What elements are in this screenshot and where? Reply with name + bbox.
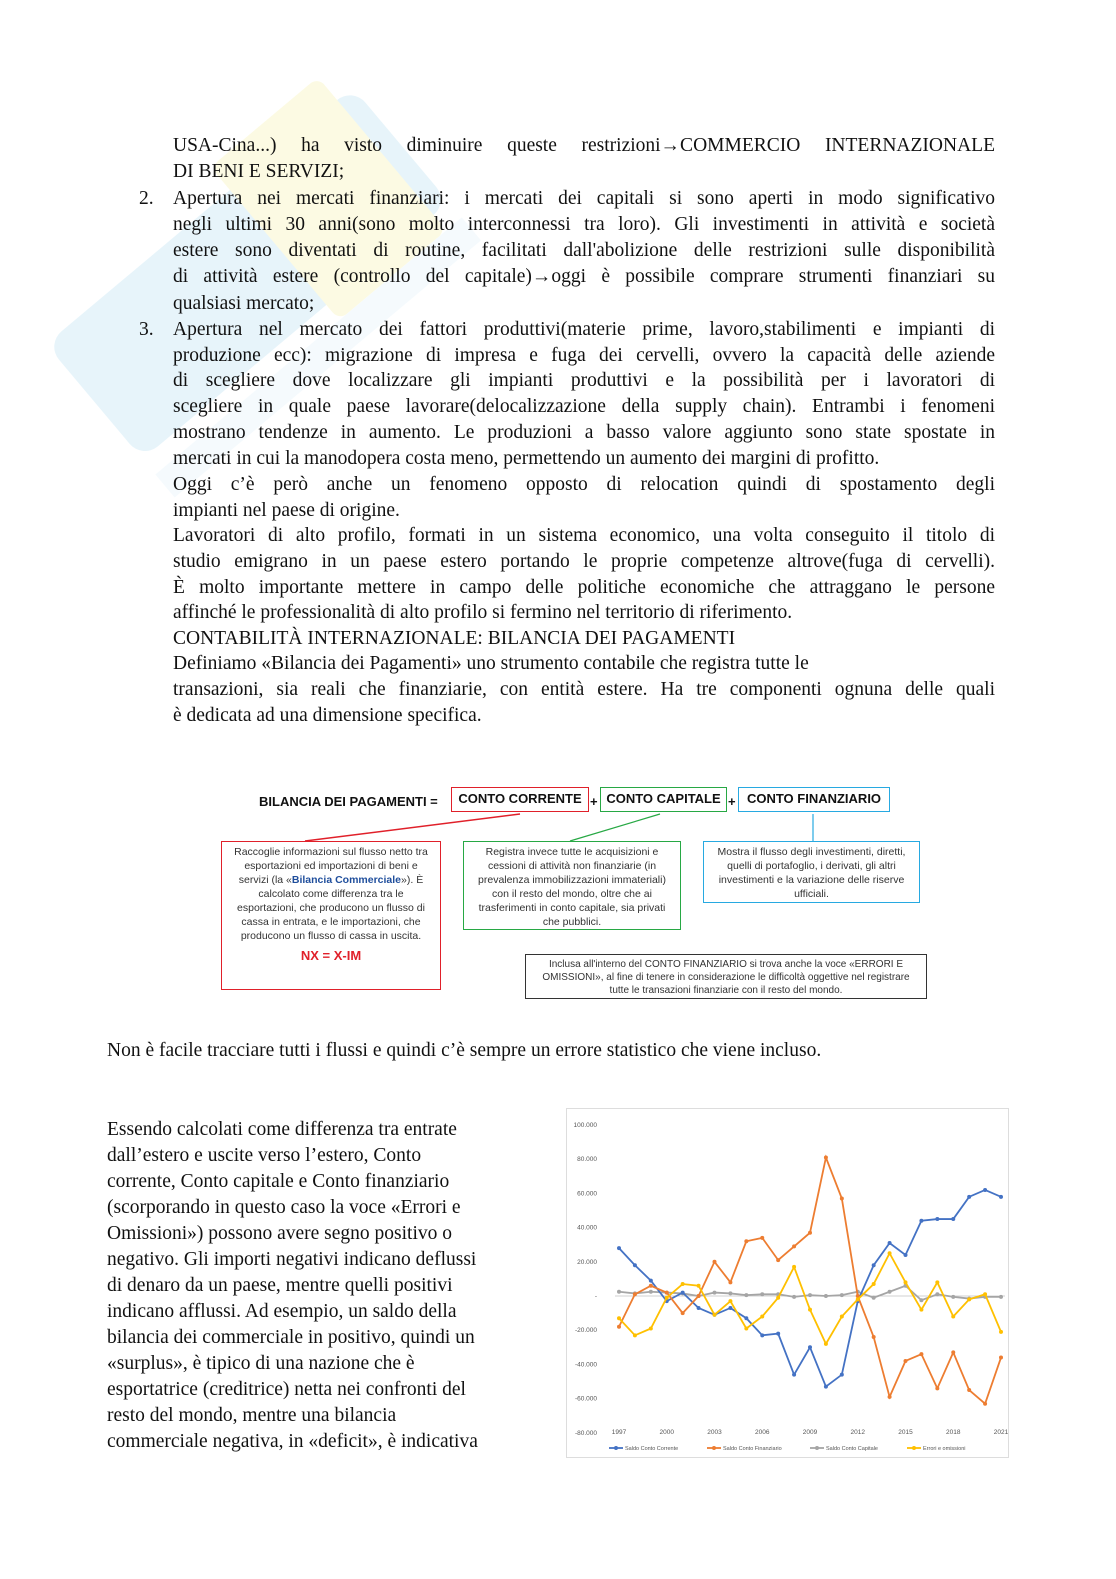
data-point <box>776 1332 780 1336</box>
data-point <box>919 1298 923 1302</box>
list-item-line: mostrano tendenze in aumento. Le produzioni a basso valore aggiunto sono state spostate in <box>173 422 995 443</box>
left-column-line: (scorporando in questo caso la voce «Errori e <box>107 1197 461 1218</box>
data-point <box>824 1342 828 1346</box>
data-point <box>728 1306 732 1310</box>
list-item-line: impianti nel paese di origine. <box>173 500 400 521</box>
left-column-line: bilancia dei commerciale in positivo, quindi un <box>107 1327 475 1348</box>
data-point <box>617 1316 621 1320</box>
data-point <box>728 1291 732 1295</box>
data-point <box>713 1291 717 1295</box>
list-item-line: affinché le professionalità di alto profilo si fermino nel territorio di riferimento. <box>173 602 793 623</box>
y-tick-label: -60.000 <box>574 1395 597 1403</box>
conto-capitale-box: CONTO CAPITALE <box>600 787 727 812</box>
x-tick-label: 2003 <box>707 1429 722 1436</box>
legend-label: Saldo Conto Corrente <box>625 1446 679 1452</box>
data-point <box>617 1325 621 1329</box>
data-point <box>983 1292 987 1296</box>
data-point <box>888 1241 892 1245</box>
list-item-line: transazioni, sia reali che finanziarie, con entità estere. Ha tre componenti ognuna delle quali <box>173 679 995 700</box>
data-point <box>824 1155 828 1159</box>
data-point <box>904 1359 908 1363</box>
data-point <box>808 1231 812 1235</box>
data-point <box>919 1219 923 1223</box>
data-point <box>967 1388 971 1392</box>
list-item-line: Apertura nel mercato dei fattori produttivi(materie prime, lavoro,stabilimenti e impianti di <box>173 319 995 340</box>
data-point <box>919 1308 923 1312</box>
y-tick-label: 40.000 <box>577 1224 597 1232</box>
data-point <box>919 1352 923 1356</box>
data-point <box>967 1297 971 1301</box>
data-point <box>649 1279 653 1283</box>
data-point <box>649 1290 653 1294</box>
data-point <box>824 1294 828 1298</box>
data-point <box>681 1291 685 1295</box>
paragraph-line: DI BENI E SERVIZI; <box>173 161 345 182</box>
y-tick-label: -40.000 <box>574 1361 597 1369</box>
data-point <box>935 1292 939 1296</box>
data-point <box>776 1296 780 1300</box>
data-point <box>808 1308 812 1312</box>
data-point <box>713 1313 717 1317</box>
data-point <box>697 1294 701 1298</box>
legend-marker <box>614 1446 618 1450</box>
y-tick-label: 80.000 <box>577 1156 597 1164</box>
data-point <box>904 1280 908 1284</box>
left-column-line: resto del mondo, mentre una bilancia <box>107 1405 397 1426</box>
x-tick-label: 1997 <box>611 1429 627 1436</box>
note-line: Non è facile tracciare tutti i flussi e quindi c’è sempre un errore statistico che viene incluso. <box>107 1040 822 1061</box>
data-point <box>856 1297 860 1301</box>
data-point <box>967 1195 971 1199</box>
x-tick-label: 2000 <box>659 1429 674 1436</box>
data-point <box>633 1263 637 1267</box>
left-column-line: negativo. Gli importi negativi indicano deflussi <box>107 1249 477 1270</box>
balance-of-payments-chart <box>567 1109 1008 1457</box>
plus-sign: + <box>590 794 598 809</box>
data-point <box>840 1373 844 1377</box>
data-point <box>617 1246 621 1250</box>
conto-finanziario-description: Mostra il flusso degli investimenti, diretti, quelli di portafoglio, i derivati, gli altri investimenti e la variazione delle riserve ufficiali. <box>703 841 920 903</box>
y-tick-label: 60.000 <box>577 1190 597 1198</box>
desc-text: Raccoglie informazioni sul flusso netto tra esportazioni ed importazioni di beni e servizi (la « <box>234 846 428 886</box>
data-point <box>808 1345 812 1349</box>
data-point <box>999 1356 1003 1360</box>
data-point <box>633 1333 637 1337</box>
list-item-line: estere sono diventati di routine, facilitati dall'abolizione delle restrizioni sulle disponibilità <box>173 240 995 261</box>
list-item-line: È molto importante mettere in campo delle politiche economiche che attraggano le persone <box>173 577 995 598</box>
x-tick-label: 2021 <box>993 1429 1008 1436</box>
data-point <box>776 1258 780 1262</box>
nx-formula: NX = X-IM <box>300 948 362 963</box>
list-item-line: scegliere in quale paese lavorare(delocalizzazione della supply chain). Entrambi i fenomeni <box>173 396 995 417</box>
data-point <box>872 1296 876 1300</box>
conto-corrente-box: CONTO CORRENTE <box>451 787 589 812</box>
data-point <box>665 1296 669 1300</box>
chart-frame <box>566 1108 1009 1458</box>
list-number: 2. <box>139 188 154 209</box>
left-column-line: commerciale negativa, in «deficit», è indicativa <box>107 1431 478 1452</box>
data-point <box>951 1350 955 1354</box>
data-point <box>633 1292 637 1296</box>
x-tick-label: 2006 <box>755 1429 770 1436</box>
data-point <box>744 1239 748 1243</box>
data-point <box>999 1195 1003 1199</box>
conto-finanziario-box: CONTO FINANZIARIO <box>738 787 890 812</box>
data-point <box>872 1282 876 1286</box>
left-column-line: «surplus», è tipico di una nazione che è <box>107 1353 415 1374</box>
data-point <box>744 1316 748 1320</box>
data-point <box>728 1299 732 1303</box>
y-tick-label: 20.000 <box>577 1258 597 1266</box>
data-point <box>983 1188 987 1192</box>
data-point <box>935 1280 939 1284</box>
data-point <box>792 1244 796 1248</box>
data-point <box>649 1326 653 1330</box>
series-line-0 <box>619 1190 1001 1387</box>
legend-marker <box>912 1446 916 1450</box>
data-point <box>681 1311 685 1315</box>
data-point <box>713 1260 717 1264</box>
data-point <box>951 1315 955 1319</box>
data-point <box>840 1293 844 1297</box>
data-point <box>792 1295 796 1299</box>
data-point <box>744 1293 748 1297</box>
data-point <box>808 1293 812 1297</box>
data-point <box>840 1197 844 1201</box>
data-point <box>744 1326 748 1330</box>
legend-label: Errori e omissioni <box>923 1446 966 1452</box>
data-point <box>872 1263 876 1267</box>
data-point <box>840 1315 844 1319</box>
list-item-line: CONTABILITÀ INTERNAZIONALE: BILANCIA DEI PAGAMENTI <box>173 628 736 649</box>
paragraph-line: USA-Cina...) ha visto diminuire queste restrizioni→COMMERCIO INTERNAZIONALE <box>173 135 995 156</box>
y-tick-label: -20.000 <box>574 1327 597 1335</box>
x-tick-label: 2012 <box>850 1429 865 1436</box>
data-point <box>935 1386 939 1390</box>
conto-corrente-description <box>221 841 441 990</box>
diagram-title: BILANCIA DEI PAGAMENTI = <box>259 794 438 809</box>
y-tick-label: 100.000 <box>573 1122 597 1129</box>
data-point <box>697 1284 701 1288</box>
data-point <box>999 1295 1003 1299</box>
list-item-line: di attività estere (controllo del capitale)→oggi è possibile comprare strumenti finanziari su <box>173 266 995 287</box>
data-point <box>760 1292 764 1296</box>
y-tick-label: - <box>594 1293 597 1300</box>
list-item-line: qualsiasi mercato; <box>173 293 315 314</box>
conto-capitale-description: Registra invece tutte le acquisizioni e cessioni di attività non finanziarie (in prevalenza immobilizzazioni immateriali) con il resto del mondo, oltre che ai trasferimenti in conto capitale, sia privati che pubblici. <box>463 841 681 930</box>
y-tick-label: -80.000 <box>574 1429 597 1437</box>
list-item-line: produzione ecc): migrazione di impresa e fuga dei cervelli, ovvero la capacità delle aziende <box>173 345 995 366</box>
data-point <box>888 1251 892 1255</box>
data-point <box>904 1253 908 1257</box>
left-column-line: dall’estero e uscite verso l’estero, Conto <box>107 1145 422 1166</box>
data-point <box>728 1280 732 1284</box>
x-tick-label: 2009 <box>802 1429 818 1436</box>
x-tick-label: 2015 <box>898 1429 913 1436</box>
data-point <box>888 1395 892 1399</box>
data-point <box>649 1284 653 1288</box>
errori-omissioni-note: Inclusa all'interno del CONTO FINANZIARIO si trova anche la voce «ERRORI E OMISSIONI», al fine di tenere in considerazione le difficoltà oggettive nel registrare tutte le transazioni finanziarie con il resto del mondo. <box>525 954 927 999</box>
connector-capitale <box>570 814 660 841</box>
left-column-line: esportatrice (creditrice) netta nei confronti del <box>107 1379 466 1400</box>
data-point <box>760 1315 764 1319</box>
list-item-line: Definiamo «Bilancia dei Pagamenti» uno strumento contabile che registra tutte le <box>173 653 809 674</box>
legend-label: Saldo Conto Finanziario <box>723 1446 782 1452</box>
data-point <box>824 1385 828 1389</box>
data-point <box>665 1291 669 1295</box>
legend-marker <box>712 1446 716 1450</box>
data-point <box>681 1282 685 1286</box>
data-point <box>697 1306 701 1310</box>
data-point <box>935 1217 939 1221</box>
plus-sign: + <box>728 794 736 809</box>
list-item-line: Oggi c’è però anche un fenomeno opposto di relocation quindi di spostamento degli <box>173 474 995 495</box>
list-item-line: è dedicata ad una dimensione specifica. <box>173 705 482 726</box>
left-column-line: Omissioni») possono avere segno positivo o <box>107 1223 453 1244</box>
data-point <box>617 1290 621 1294</box>
left-column-line: corrente, Conto capitale e Conto finanziario <box>107 1171 450 1192</box>
connector-corrente <box>305 814 520 841</box>
left-column-line: di denaro da un paese, mentre quelli positivi <box>107 1275 453 1296</box>
data-point <box>792 1265 796 1269</box>
list-item-line: negli ultimi 30 anni(sono molto interconnessi tra loro). Gli investimenti in attività e società <box>173 214 995 235</box>
series-line-1 <box>619 1157 1001 1403</box>
legend-marker <box>815 1446 819 1450</box>
list-number: 3. <box>139 319 154 340</box>
desc-text: »). È calcolato come differenza tra le esportazioni, che producono un flusso di cassa in entrata, e le importazioni, che producono un flusso di cassa in uscita. <box>237 874 425 942</box>
list-item-line: di scegliere dove localizzare gli impianti produttivi e la possibilità per i lavoratori di <box>173 370 995 391</box>
data-point <box>983 1402 987 1406</box>
data-point <box>951 1295 955 1299</box>
data-point <box>951 1217 955 1221</box>
x-tick-label: 2018 <box>946 1429 961 1436</box>
data-point <box>760 1236 764 1240</box>
left-column-line: Essendo calcolati come differenza tra entrate <box>107 1119 457 1140</box>
bilancia-commerciale-term: Bilancia Commerciale <box>291 874 402 886</box>
data-point <box>888 1290 892 1294</box>
data-point <box>872 1335 876 1339</box>
data-point <box>792 1373 796 1377</box>
legend-label: Saldo Conto Capitale <box>826 1446 878 1452</box>
list-item-line: Apertura nei mercati finanziari: i mercati dei capitali si sono aperti in modo significativo <box>173 188 995 209</box>
list-item-line: Lavoratori di alto profilo, formati in un sistema economico, una volta conseguito il titolo di <box>173 525 995 546</box>
series-line-3 <box>619 1253 1001 1344</box>
left-column-line: indicano afflussi. Ad esempio, un saldo della <box>107 1301 457 1322</box>
list-item-line: mercati in cui la manodopera costa meno, permettendo un aumento dei margini di profitto. <box>173 448 880 469</box>
list-item-line: studio emigrano in un paese estero portando le proprie competenze altrove(fuga di cervelli). <box>173 551 995 572</box>
data-point <box>999 1330 1003 1334</box>
data-point <box>760 1333 764 1337</box>
